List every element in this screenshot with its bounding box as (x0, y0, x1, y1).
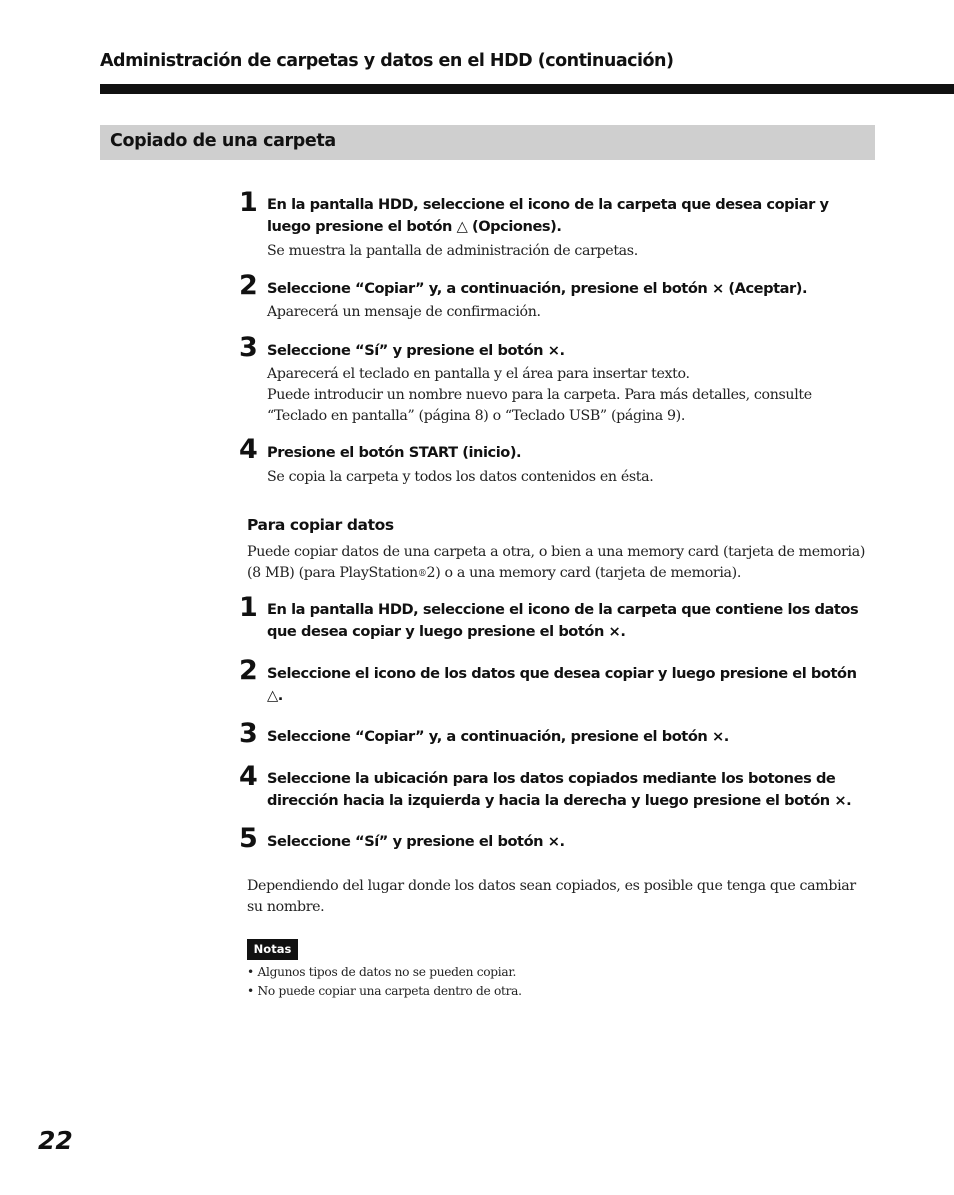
page-header-title: Administración de carpetas y datos en el HDD (continuación) (100, 51, 674, 71)
note-item: • Algunos tipos de datos no se pueden copiar. (247, 963, 847, 982)
step-instruction: Seleccione “Sí” y presione el botón ×. (267, 833, 565, 850)
intro-text: 2) o a una memory card (tarjeta de memoria). (426, 564, 741, 581)
section-title: Copiado de una carpeta (110, 131, 336, 151)
step-number: 4 (239, 434, 258, 465)
step-result: Se copia la carpeta y todos los datos contenidos en ésta. (267, 469, 654, 485)
notes-list (247, 963, 847, 1001)
step-instruction: Seleccione el icono de los datos que desea copiar y luego presione el botón △. (267, 665, 857, 704)
step-number: 2 (239, 655, 258, 686)
step-number: 4 (239, 761, 258, 792)
note-item: • No puede copiar una carpeta dentro de otra. (247, 982, 847, 1001)
step-instruction: Seleccione “Copiar” y, a continuación, presione el botón ×. (267, 728, 729, 745)
page-number: 22 (38, 1126, 73, 1155)
subsection-heading: Para copiar datos (247, 516, 394, 534)
step-number: 3 (239, 332, 258, 363)
subsection-intro (247, 542, 867, 584)
registered-mark: ® (417, 568, 427, 579)
step-number: 2 (239, 270, 258, 301)
step-number: 3 (239, 718, 258, 749)
step-number: 5 (239, 823, 258, 854)
step-result: Aparecerá el teclado en pantalla y el área para insertar texto. (267, 366, 690, 382)
closing-paragraph: Dependiendo del lugar donde los datos sean copiados, es posible que tenga que cambiar su nombre. (247, 878, 856, 915)
step-number: 1 (239, 592, 258, 623)
step-result: Aparecerá un mensaje de confirmación. (267, 304, 541, 320)
step-result: Puede introducir un nombre nuevo para la carpeta. Para más detalles, consulte “Teclado en pantalla” (página 8) o “Teclado USB” (página 9). (267, 387, 812, 424)
intro-text: Puede copiar datos de una carpeta a otra, o bien a una memory card (tarjeta de memoria) (8 MB) (para PlayStation (247, 544, 866, 581)
step-result: Se muestra la pantalla de administración de carpetas. (267, 243, 638, 259)
step-instruction: Seleccione la ubicación para los datos copiados mediante los botones de dirección hacia la izquierda y hacia la derecha y luego presione el botón ×. (267, 770, 852, 809)
step-instruction: Seleccione “Sí” y presione el botón ×. (267, 342, 565, 359)
step-number: 1 (239, 187, 258, 218)
notes-label: Notas (247, 939, 298, 960)
header-rule (100, 84, 954, 94)
step-instruction: En la pantalla HDD, seleccione el icono de la carpeta que desea copiar y luego presione el botón △ (Opciones). (267, 196, 829, 235)
step-instruction: Presione el botón START (inicio). (267, 444, 522, 461)
step-instruction: En la pantalla HDD, seleccione el icono de la carpeta que contiene los datos que desea copiar y luego presione el botón ×. (267, 601, 859, 640)
section-heading-bar (100, 125, 875, 160)
step-instruction: Seleccione “Copiar” y, a continuación, presione el botón × (Aceptar). (267, 280, 808, 297)
